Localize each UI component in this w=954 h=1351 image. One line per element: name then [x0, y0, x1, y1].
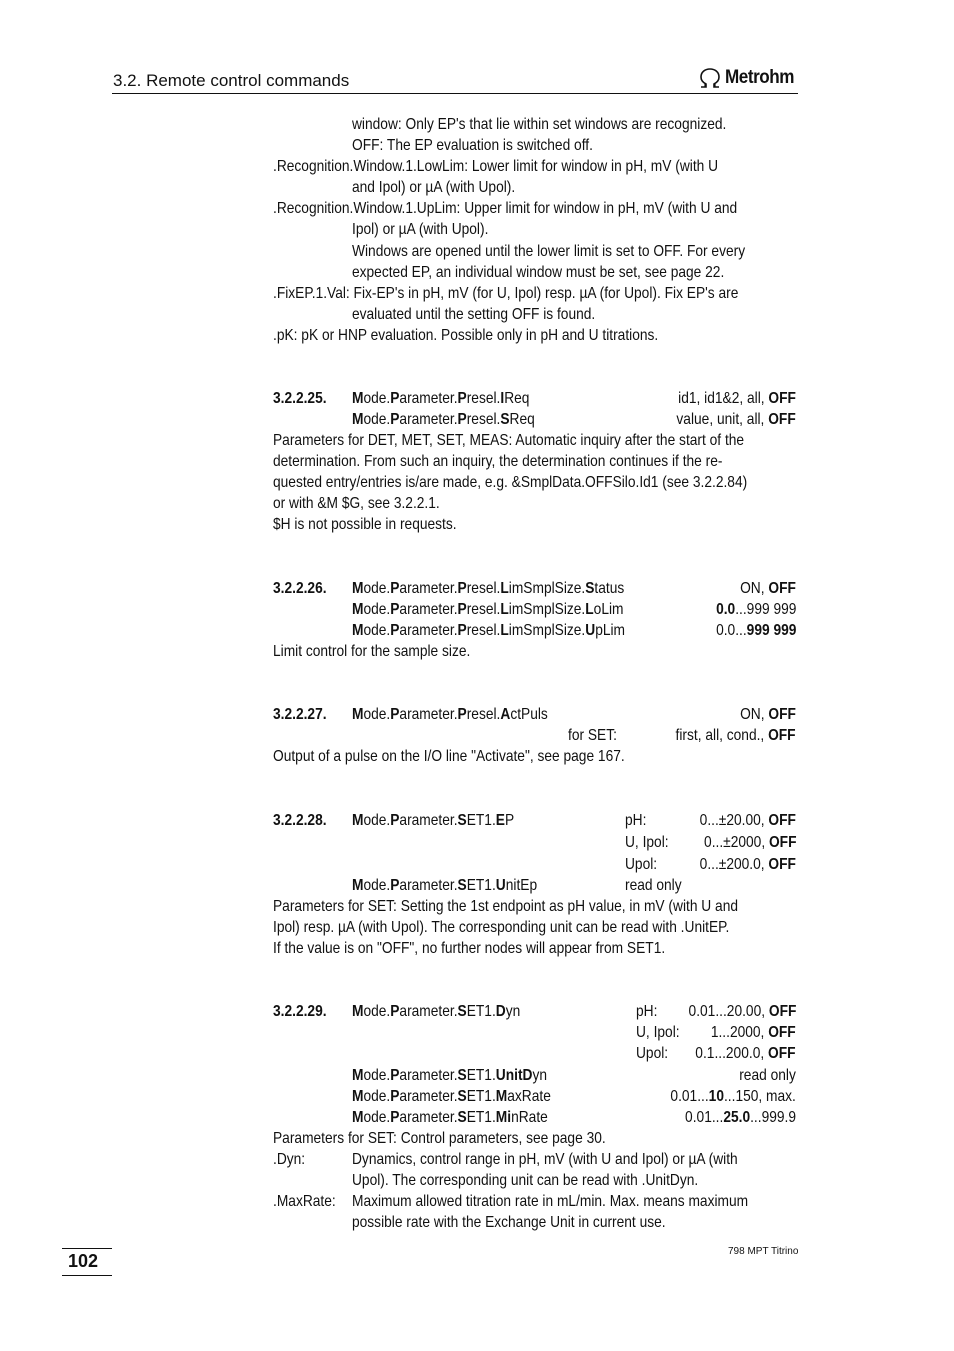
value-range	[704, 832, 796, 853]
text-run: ON,	[740, 580, 769, 597]
bold-run: M	[352, 1109, 364, 1126]
text-run: ode.	[363, 877, 391, 894]
bold-run: P	[390, 1003, 400, 1020]
bold-run: P	[457, 411, 467, 428]
text-run: axRate	[507, 1088, 551, 1105]
page-number-rule	[62, 1248, 112, 1249]
text-run: ode.	[363, 390, 391, 407]
text-run: Req	[504, 390, 530, 407]
bold-run: P	[390, 580, 400, 597]
term-label: .MaxRate:	[273, 1193, 336, 1210]
bold-run: P	[457, 601, 467, 618]
text-run: arameter.	[399, 1067, 458, 1084]
text-run: ET1.	[466, 812, 496, 829]
bold-run: M	[352, 601, 364, 618]
text-line: Dynamics, control range in pH, mV (with U and Ipol) or µA (with	[352, 1151, 738, 1168]
value-range	[676, 725, 796, 746]
text-line: and Ipol) or µA (with Upol).	[352, 179, 516, 196]
text-line: .pK: pK or HNP evaluation. Possible only in pH and U titrations.	[273, 327, 659, 344]
bold-run: L	[500, 580, 509, 597]
text-run: ...150, max.	[724, 1088, 796, 1105]
text-line: or with &M $G, see 3.2.2.1.	[273, 495, 440, 512]
text-run: resel.	[466, 622, 501, 639]
logo-wordmark: Metrohm	[725, 67, 795, 88]
bold-run: S	[457, 1109, 467, 1126]
bold-run: P	[390, 622, 400, 639]
value-range	[677, 409, 796, 430]
command-name	[352, 1107, 548, 1128]
value-range	[696, 1043, 796, 1064]
text-line: evaluated until the setting OFF is found.	[352, 306, 596, 323]
bold-run: M	[352, 706, 364, 723]
bold-run: P	[390, 1109, 400, 1126]
text-run: 0.0...	[715, 622, 747, 639]
text-line: .FixEP.1.Val: Fix-EP's in pH, mV (for U, Ipol) resp. µA (for Upol). Fix EP's are	[273, 285, 739, 302]
text-line: Parameters for SET: Control parameters, see page 30.	[273, 1130, 606, 1147]
bold-run: OFF	[768, 812, 796, 829]
bold-run: OFF	[768, 1024, 796, 1041]
bold-run: OFF	[768, 390, 796, 407]
text-line: Ipol) resp. µA (with Upol). The corresponding unit can be read with .UnitEP.	[273, 919, 730, 936]
command-name	[352, 875, 537, 896]
value-range	[716, 620, 796, 641]
value-range	[740, 704, 796, 725]
bold-run: M	[352, 390, 364, 407]
bold-run: M	[495, 1088, 508, 1105]
section-number: 3.2.2.27.	[273, 706, 327, 723]
bold-run: M	[352, 411, 364, 428]
text-line: expected EP, an individual window must be set, see page 22.	[352, 264, 725, 281]
metrohm-logo	[698, 66, 802, 90]
section-number: 3.2.2.25.	[273, 390, 327, 407]
bold-run: P	[457, 390, 467, 407]
text-run: ET1.	[466, 1088, 496, 1105]
running-header: 3.2. Remote control commands	[113, 71, 350, 90]
bold-run: OFF	[768, 1003, 796, 1020]
text-run: ode.	[363, 812, 391, 829]
text-run: nRate	[511, 1109, 548, 1126]
text-run: ET1.	[466, 1067, 496, 1084]
page-number-rule	[62, 1275, 112, 1276]
text-line: .Recognition.Window.1.UpLim: Upper limit for window in pH, mV (with U and	[273, 200, 738, 217]
bold-run: S	[457, 1088, 467, 1105]
bold-run: M	[352, 580, 364, 597]
text-line: determination. From such an inquiry, the determination continues if the re-	[273, 453, 723, 470]
text-run: ode.	[363, 622, 391, 639]
text-run: ode.	[363, 1003, 391, 1020]
text-line: Limit control for the sample size.	[273, 643, 471, 660]
text-run: arameter.	[399, 411, 458, 428]
text-run: ode.	[363, 1067, 391, 1084]
text-run: P	[504, 812, 515, 829]
bold-run: P	[390, 877, 400, 894]
value-label: Upol:	[625, 856, 658, 873]
command-name	[352, 578, 624, 599]
text-line: possible rate with the Exchange Unit in current use.	[352, 1214, 666, 1231]
command-name	[352, 388, 529, 409]
text-line: Parameters for DET, MET, SET, MEAS: Automatic inquiry after the start of the	[273, 432, 745, 449]
bold-run: S	[500, 411, 510, 428]
text-run: resel.	[466, 390, 501, 407]
text-run: ...999 999	[734, 601, 796, 618]
value-range	[700, 810, 796, 831]
bold-run: M	[352, 622, 364, 639]
text-run: ode.	[363, 706, 391, 723]
text-run: arameter.	[399, 580, 458, 597]
bold-run: S	[457, 1067, 467, 1084]
text-run: arameter.	[399, 1003, 458, 1020]
text-line: Parameters for SET: Setting the 1st endpoint as pH value, in mV (with U and	[273, 898, 739, 915]
bold-run: U	[495, 877, 506, 894]
text-run: 0.1...200.0,	[695, 1045, 769, 1062]
text-run: arameter.	[399, 877, 458, 894]
text-line: .Recognition.Window.1.LowLim: Lower limit for window in pH, mV (with U	[273, 158, 719, 175]
text-run: ON,	[740, 706, 769, 723]
value-range	[700, 854, 796, 875]
bold-run: U	[585, 622, 596, 639]
bold-run: L	[500, 622, 509, 639]
value-label: U, Ipol:	[636, 1024, 680, 1041]
bold-run: D	[495, 1003, 506, 1020]
text-run: Req	[509, 411, 535, 428]
value-range	[740, 578, 796, 599]
value-range: read only	[625, 877, 682, 894]
command-name	[352, 704, 548, 725]
text-run: resel.	[466, 411, 501, 428]
command-name	[352, 409, 535, 430]
bold-run: P	[457, 580, 467, 597]
value-label: Upol:	[636, 1045, 669, 1062]
bold-run: P	[390, 390, 400, 407]
bold-run: S	[457, 1003, 467, 1020]
text-line: Windows are opened until the lower limit is set to OFF. For every	[352, 243, 746, 260]
value-label: for SET:	[568, 727, 617, 744]
bold-run: P	[457, 622, 467, 639]
text-run: arameter.	[399, 601, 458, 618]
bold-run: OFF	[768, 727, 796, 744]
value-range	[716, 599, 796, 620]
value-range	[671, 1086, 796, 1107]
value-range	[739, 1065, 796, 1086]
bold-run: OFF	[768, 856, 796, 873]
bold-run: M	[352, 812, 364, 829]
value-label: pH:	[636, 1003, 658, 1020]
bold-run: M	[352, 1003, 364, 1020]
text-line: $H is not possible in requests.	[273, 516, 457, 533]
text-run: ode.	[363, 1088, 391, 1105]
text-run: resel.	[466, 580, 501, 597]
omega-icon	[698, 67, 722, 89]
text-run: 0.01...20.00,	[688, 1003, 769, 1020]
bold-run: M	[352, 1088, 364, 1105]
bold-run: L	[500, 601, 509, 618]
bold-run: E	[495, 812, 505, 829]
command-name	[352, 810, 514, 831]
command-name	[352, 620, 625, 641]
bold-run: A	[500, 706, 511, 723]
value-label: pH:	[625, 812, 647, 829]
text-run: 0...±200.0,	[699, 856, 769, 873]
text-run: imSmplSize.	[508, 622, 586, 639]
command-name	[352, 599, 623, 620]
header-rule	[112, 93, 798, 94]
value-label: U, Ipol:	[625, 834, 669, 851]
text-run: arameter.	[399, 812, 458, 829]
bold-run: P	[390, 812, 400, 829]
bold-run: P	[457, 706, 467, 723]
text-run: oLim	[593, 601, 624, 618]
text-run: ode.	[363, 1109, 391, 1126]
bold-run: M	[352, 1067, 364, 1084]
bold-run: OFF	[768, 834, 796, 851]
text-run: arameter.	[399, 622, 458, 639]
section-number: 3.2.2.28.	[273, 812, 327, 829]
text-run: resel.	[466, 706, 501, 723]
text-line: Upol). The corresponding unit can be read with .UnitDyn.	[352, 1172, 699, 1189]
text-run: tatus	[594, 580, 625, 597]
bold-run: S	[457, 812, 467, 829]
text-line: Ipol) or µA (with Upol).	[352, 221, 489, 238]
text-run: value, unit, all,	[676, 411, 769, 428]
bold-run: S	[457, 877, 467, 894]
bold-run: P	[390, 601, 400, 618]
value-range	[688, 1001, 796, 1022]
text-line: Output of a pulse on the I/O line "Activate", see page 167.	[273, 748, 625, 765]
bold-run: 999 999	[746, 622, 796, 639]
text-run: nitEp	[505, 877, 538, 894]
bold-run: 10	[708, 1088, 725, 1105]
text-run: 0...±2000,	[703, 834, 769, 851]
text-run: ET1.	[466, 1109, 496, 1126]
text-run: ode.	[363, 601, 391, 618]
bold-run: L	[585, 601, 594, 618]
bold-run: P	[390, 411, 400, 428]
text-run: arameter.	[399, 706, 458, 723]
bold-run: P	[390, 706, 400, 723]
bold-run: M	[352, 877, 364, 894]
text-run: id1, id1&2, all,	[678, 390, 769, 407]
bold-run: 25.0	[723, 1109, 751, 1126]
text-run: pLim	[595, 622, 626, 639]
bold-run: P	[390, 1088, 400, 1105]
text-run: first, all, cond.,	[675, 727, 769, 744]
value-range	[685, 1107, 796, 1128]
text-run: arameter.	[399, 390, 458, 407]
text-run: arameter.	[399, 1088, 458, 1105]
text-run: ...999.9	[750, 1109, 796, 1126]
command-name	[352, 1065, 547, 1086]
text-run: ode.	[363, 580, 391, 597]
bold-run: S	[585, 580, 595, 597]
bold-run: OFF	[768, 706, 796, 723]
text-run: arameter.	[399, 1109, 458, 1126]
text-line: quested entry/entries is/are made, e.g. &SmplData.OFFSilo.Id1 (see 3.2.2.84)	[273, 474, 748, 491]
footer-product: 798 MPT Titrino	[728, 1246, 799, 1257]
bold-run: OFF	[768, 1045, 796, 1062]
text-line: If the value is on "OFF", no further nodes will appear from SET1.	[273, 940, 666, 957]
text-run: ET1.	[466, 877, 496, 894]
text-run: 0.01...	[670, 1088, 709, 1105]
section-number: 3.2.2.29.	[273, 1003, 327, 1020]
text-run: yn	[505, 1003, 521, 1020]
bold-run: Mi	[495, 1109, 512, 1126]
text-line: OFF: The EP evaluation is switched off.	[352, 137, 593, 154]
text-run: read only	[739, 1067, 796, 1084]
text-run: ctPuls	[510, 706, 548, 723]
text-run: 0.01...	[685, 1109, 724, 1126]
text-run: ode.	[363, 411, 391, 428]
term-label: .Dyn:	[273, 1151, 306, 1168]
bold-run: OFF	[768, 411, 796, 428]
command-name	[352, 1001, 520, 1022]
text-run: ET1.	[466, 1003, 496, 1020]
text-run: imSmplSize.	[508, 580, 586, 597]
command-name	[352, 1086, 551, 1107]
text-run: 1...2000,	[711, 1024, 769, 1041]
section-number: 3.2.2.26.	[273, 580, 327, 597]
text-run: resel.	[466, 601, 501, 618]
bold-run: P	[390, 1067, 400, 1084]
value-range	[678, 388, 796, 409]
text-run: 0...±20.00,	[699, 812, 769, 829]
bold-run: 0.0	[715, 601, 735, 618]
bold-run: I	[500, 390, 505, 407]
bold-run: UnitD	[495, 1067, 533, 1084]
text-line: Maximum allowed titration rate in mL/min. Max. means maximum	[352, 1193, 749, 1210]
text-run: yn	[532, 1067, 548, 1084]
value-range	[711, 1022, 796, 1043]
text-line: window: Only EP's that lie within set windows are recognized.	[352, 116, 727, 133]
bold-run: OFF	[768, 580, 796, 597]
text-run: imSmplSize.	[508, 601, 586, 618]
page-number: 102	[68, 1251, 99, 1271]
